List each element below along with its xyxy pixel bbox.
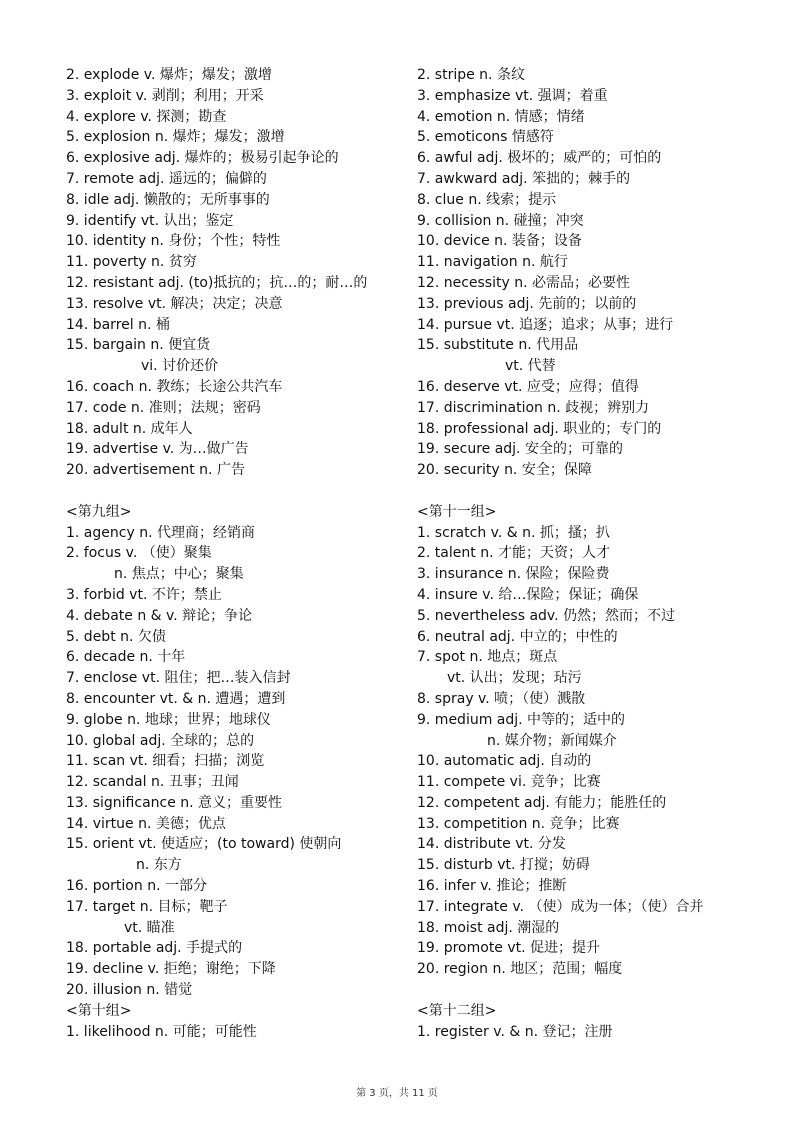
vocab-line: 6. explosive adj. 爆炸的；极易引起争论的 [66, 150, 339, 167]
vocab-line: 15. orient vt. 使适应；(to toward) 使朝向 [66, 836, 342, 853]
vocab-line: 3. forbid vt. 不许；禁止 [66, 586, 222, 603]
vocab-line: 7. enclose vt. 阻住；把…装入信封 [66, 670, 291, 687]
vocab-line: 2. explode v. 爆炸；爆发；激增 [66, 67, 272, 83]
vocab-line: 14. barrel n. 桶 [66, 316, 170, 333]
vocab-line: 18. moist adj. 潮湿的 [417, 919, 560, 936]
vocab-line: 3. insurance n. 保险；保险费 [417, 566, 610, 583]
vocab-line: 5. debt n. 欠债 [66, 628, 166, 645]
vocab-line: vt. 瞄准 [124, 919, 175, 936]
vocab-line: 4. emotion n. 情感；情绪 [417, 108, 585, 125]
vocab-line: 19. promote vt. 促进；提升 [417, 940, 601, 957]
vocab-line: 11. poverty n. 贫穷 [66, 254, 197, 271]
vocab-line: 14. virtue n. 美德；优点 [66, 815, 226, 832]
vocab-line: 19. secure adj. 安全的；可靠的 [417, 441, 623, 458]
vocab-line: 16. deserve vt. 应受；应得；值得 [417, 378, 639, 395]
vocab-line: 8. spray v. 喷；（使）溅散 [417, 690, 586, 707]
vocab-line: 12. resistant adj. (to)抵抗的；抗…的；耐…的 [66, 274, 368, 291]
vocab-line: 17. code n. 准则；法规；密码 [66, 399, 261, 416]
vocab-line: 16. infer v. 推论；推断 [417, 878, 567, 895]
vocab-line: 17. integrate v. （使）成为一体；（使）合并 [417, 898, 704, 915]
vocab-line: 13. previous adj. 先前的；以前的 [417, 295, 637, 312]
vocab-line: 10. identity n. 身份；个性；特性 [66, 233, 281, 250]
spacer [417, 481, 777, 502]
left-block-2 [66, 502, 406, 1043]
vocab-line: 2. stripe n. 条纹 [417, 67, 525, 83]
vocab-line: 4. insure v. 给…保险；保证；确保 [417, 586, 639, 603]
group-heading: <第九组> [66, 503, 132, 520]
left-column [66, 65, 406, 1042]
vocab-line: 2. talent n. 才能；天资；人才 [417, 545, 610, 562]
vocab-line: 9. collision n. 碰撞；冲突 [417, 212, 584, 229]
vocab-line: 8. idle adj. 懒散的；无所事事的 [66, 191, 270, 208]
vocab-line: 14. pursue vt. 追逐；追求；从事；进行 [417, 316, 674, 333]
vocab-line: 20. region n. 地区；范围；幅度 [417, 961, 623, 978]
vocab-line: 9. globe n. 地球；世界；地球仪 [66, 711, 271, 728]
right-block-1 [417, 65, 777, 481]
vocab-line: 1. register v. & n. 登记；注册 [417, 1023, 613, 1040]
vocab-line: 18. adult n. 成年人 [66, 420, 193, 437]
vocab-line: 7. remote adj. 遥远的；偏僻的 [66, 170, 267, 187]
vocab-line: 20. security n. 安全；保障 [417, 462, 592, 479]
vocab-line: 17. target n. 目标；靶子 [66, 898, 228, 915]
spacer [66, 481, 406, 502]
vocab-line: vt. 代替 [505, 358, 556, 375]
vocab-line: 14. distribute vt. 分发 [417, 836, 566, 853]
vocab-line: 13. significance n. 意义；重要性 [66, 794, 283, 811]
vocab-line: 1. likelihood n. 可能；可能性 [66, 1023, 257, 1040]
spacer-line [417, 980, 777, 1001]
right-column [417, 65, 777, 1042]
vocab-line: 11. scan vt. 细看；扫描；浏览 [66, 753, 265, 770]
vocab-line: n. 媒介物；新闻媒介 [487, 732, 617, 749]
vocab-line: 1. scratch v. & n. 抓；搔；扒 [417, 524, 610, 541]
vocab-line: 12. necessity n. 必需品；必要性 [417, 274, 630, 291]
vocab-line: 12. scandal n. 丑事；丑闻 [66, 774, 239, 791]
vocab-line: 4. debate n & v. 辩论；争论 [66, 607, 253, 624]
vocab-line: 12. competent adj. 有能力；能胜任的 [417, 794, 667, 811]
vocab-line: 8. clue n. 线索；提示 [417, 191, 557, 208]
vocab-line: 3. emphasize vt. 强调；着重 [417, 87, 608, 104]
vocab-line: vi. 讨价还价 [141, 358, 219, 375]
vocab-line: n. 焦点；中心；聚集 [114, 566, 244, 583]
vocab-line: 15. disturb vt. 打搅；妨碍 [417, 857, 590, 874]
vocab-line: 5. emoticons 情感符 [417, 129, 554, 146]
vocab-line: 3. exploit v. 剥削；利用；开采 [66, 87, 264, 104]
vocab-line: 11. compete vi. 竞争；比赛 [417, 774, 601, 791]
vocab-line: 5. explosion n. 爆炸；爆发；激增 [66, 129, 285, 146]
vocab-line: 10. automatic adj. 自动的 [417, 753, 592, 770]
vocab-line: 8. encounter vt. & n. 遭遇；遭到 [66, 690, 286, 707]
vocab-line: 15. substitute n. 代用品 [417, 337, 579, 354]
vocab-line: 19. advertise v. 为…做广告 [66, 441, 249, 458]
vocab-line: 4. explore v. 探测；勘查 [66, 108, 227, 125]
right-block-2 [417, 502, 777, 1043]
vocab-line: 7. awkward adj. 笨拙的；棘手的 [417, 170, 631, 187]
vocab-line: 7. spot n. 地点；斑点 [417, 649, 558, 666]
vocab-line: 11. navigation n. 航行 [417, 254, 568, 271]
vocab-line: 20. advertisement n. 广告 [66, 462, 245, 479]
vocab-line: 13. resolve vt. 解决；决定；决意 [66, 295, 283, 312]
vocab-line: 6. decade n. 十年 [66, 649, 186, 666]
vocab-line: 2. focus v. （使）聚集 [66, 545, 212, 562]
vocab-line: 20. illusion n. 错觉 [66, 982, 193, 999]
vocab-line: 10. global adj. 全球的；总的 [66, 732, 255, 749]
vocab-line: 10. device n. 装备；设备 [417, 233, 582, 250]
vocab-line: 18. professional adj. 职业的；专门的 [417, 420, 662, 437]
page-footer [0, 1084, 794, 1099]
vocab-line: 6. awful adj. 极坏的；威严的；可怕的 [417, 150, 662, 167]
vocab-line: 15. bargain n. 便宜货 [66, 337, 211, 354]
vocab-line: 1. agency n. 代理商；经销商 [66, 524, 255, 541]
group-heading: <第十二组> [417, 1002, 497, 1019]
vocab-line: 17. discrimination n. 歧视；辨别力 [417, 399, 650, 416]
group-heading: <第十组> [66, 1002, 132, 1019]
vocab-line: 19. decline v. 拒绝；谢绝；下降 [66, 961, 276, 978]
vocab-line: 5. nevertheless adv. 仍然；然而；不过 [417, 607, 676, 624]
vocab-line: 9. identify vt. 认出；鉴定 [66, 212, 234, 229]
vocab-line: 9. medium adj. 中等的；适中的 [417, 711, 626, 728]
vocab-line: 16. coach n. 教练；长途公共汽车 [66, 378, 283, 395]
vocab-line: vt. 认出；发现；玷污 [447, 670, 582, 687]
vocab-line: n. 东方 [136, 857, 182, 874]
vocab-line: 6. neutral adj. 中立的；中性的 [417, 628, 618, 645]
vocab-line: 13. competition n. 竞争；比赛 [417, 815, 620, 832]
vocab-line: 18. portable adj. 手提式的 [66, 940, 243, 957]
page-number: 第 3 页，共 11 页 [356, 1088, 438, 1099]
group-heading: <第十一组> [417, 503, 497, 520]
vocab-line: 16. portion n. 一部分 [66, 878, 207, 895]
left-block-1 [66, 65, 406, 481]
